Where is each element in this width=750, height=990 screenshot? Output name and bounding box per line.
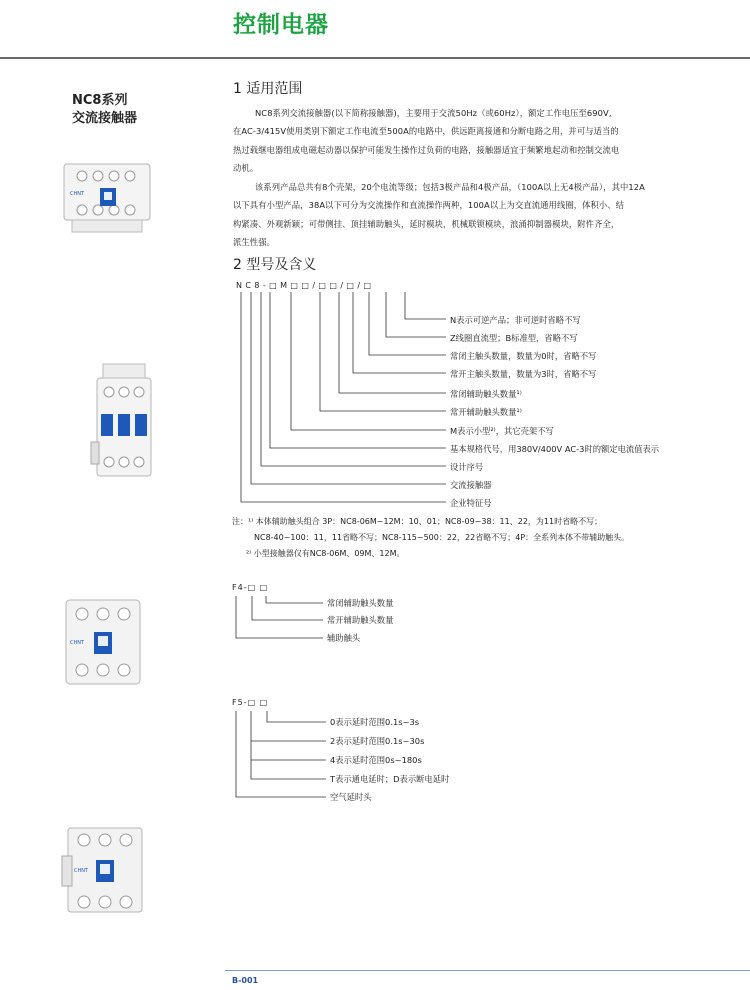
f5-label: 2表示延时范围0.1s~30s bbox=[330, 736, 425, 746]
section-heading-scope: 1 适用范围 bbox=[233, 81, 303, 97]
svg-text:CHNT: CHNT bbox=[70, 191, 85, 197]
svg-text:CHNT: CHNT bbox=[74, 868, 89, 874]
f4-label: 常闭辅助触头数量 bbox=[327, 598, 394, 608]
model-label: 常闭主触头数量，数量为0时，省略不写 bbox=[450, 351, 597, 361]
f4-code: F4-□ □ bbox=[232, 583, 269, 592]
model-notes bbox=[232, 514, 629, 562]
f4-label: 辅助触头 bbox=[327, 633, 361, 643]
f5-label: 0表示延时范围0.1s~3s bbox=[330, 717, 420, 727]
paragraph-line: NC8系列交流接触器(以下简称接触器)，主要用于交流50Hz（或60Hz），额定工作电压至690V, bbox=[255, 108, 612, 118]
svg-text:CHNT: CHNT bbox=[70, 640, 85, 646]
f5-label: 4表示延时范围0s~180s bbox=[330, 755, 422, 765]
model-label: Z线圈直流型；B标准型，省略不写 bbox=[450, 333, 578, 343]
paragraph-line: 派生性强。 bbox=[233, 237, 275, 248]
note-line: NC8-40~100：11，11省略不写；NC8-115~500：22，22省略不写；4P：全系列本体不带辅助触头。 bbox=[254, 533, 630, 542]
model-label: 交流接触器 bbox=[450, 480, 492, 490]
model-label: 常开主触头数量，数量为3时，省略不写 bbox=[450, 369, 597, 379]
footer-divider bbox=[225, 970, 750, 971]
model-label: 常闭辅助触头数量¹⁾ bbox=[450, 389, 522, 399]
paragraph-line: 动机。 bbox=[233, 163, 259, 174]
model-label: 企业特征号 bbox=[450, 498, 492, 508]
series-category: 交流接触器 bbox=[72, 111, 138, 126]
model-code: NC8-□M□□/□□/□/□ bbox=[236, 281, 375, 290]
paragraph-line: 在AC-3/415V使用类别下额定工作电流至500A的电路中，供远距离接通和分断电路之用，并可与适当的 bbox=[233, 126, 619, 137]
model-label: N表示可逆产品；非可逆时省略不写 bbox=[450, 315, 581, 325]
page-number: B-001 bbox=[232, 976, 259, 985]
model-label: 常开辅助触头数量¹⁾ bbox=[450, 407, 522, 417]
f5-code: F5-□ □ bbox=[232, 698, 269, 707]
note-line: 注：¹⁾ 本体辅助触头组合 3P：NC8-06M~12M：10、01；NC8-09~38：11、22，为11时省略不写； bbox=[232, 517, 603, 526]
paragraph-line: 构紧凑、外观新颖；可带侧挂、顶挂辅助触头，延时模块，机械联锁模块，浪涌抑制器模块，附件齐全， bbox=[233, 218, 620, 229]
f5-label: 空气延时头 bbox=[330, 792, 372, 802]
paragraph-line: 该系列产品总共有8个壳架，20个电流等级；包括3极产品和4极产品，（100A以上无4极产品），其中12A bbox=[255, 182, 645, 192]
f4-label: 常开辅助触头数量 bbox=[327, 615, 394, 625]
series-name: NC8系列 bbox=[72, 93, 128, 108]
page-header-title: 控制电器 bbox=[233, 12, 329, 38]
model-label: 基本规格代号，用380V/400V AC-3时的额定电流值表示 bbox=[450, 444, 660, 454]
paragraph-line: 热过载继电器组成电磁起动器以保护可能发生操作过负荷的电路，接触器适宜于频繁地起动和控制交流电 bbox=[233, 144, 620, 155]
model-label: 设计序号 bbox=[450, 462, 484, 472]
model-label: M表示小型²⁾，其它壳架不写 bbox=[450, 426, 554, 436]
paragraph-line: 以下具有小型产品，38A以下可分为交流操作和直流操作两种，100A以上为交直流通用线圈，体积小、结 bbox=[233, 200, 625, 211]
f5-label: T表示通电延时；D表示断电延时 bbox=[330, 774, 450, 784]
section-heading-model: 2 型号及含义 bbox=[233, 257, 317, 273]
note-line: ²⁾ 小型接触器仅有NC8-06M、09M、12M。 bbox=[246, 549, 405, 558]
